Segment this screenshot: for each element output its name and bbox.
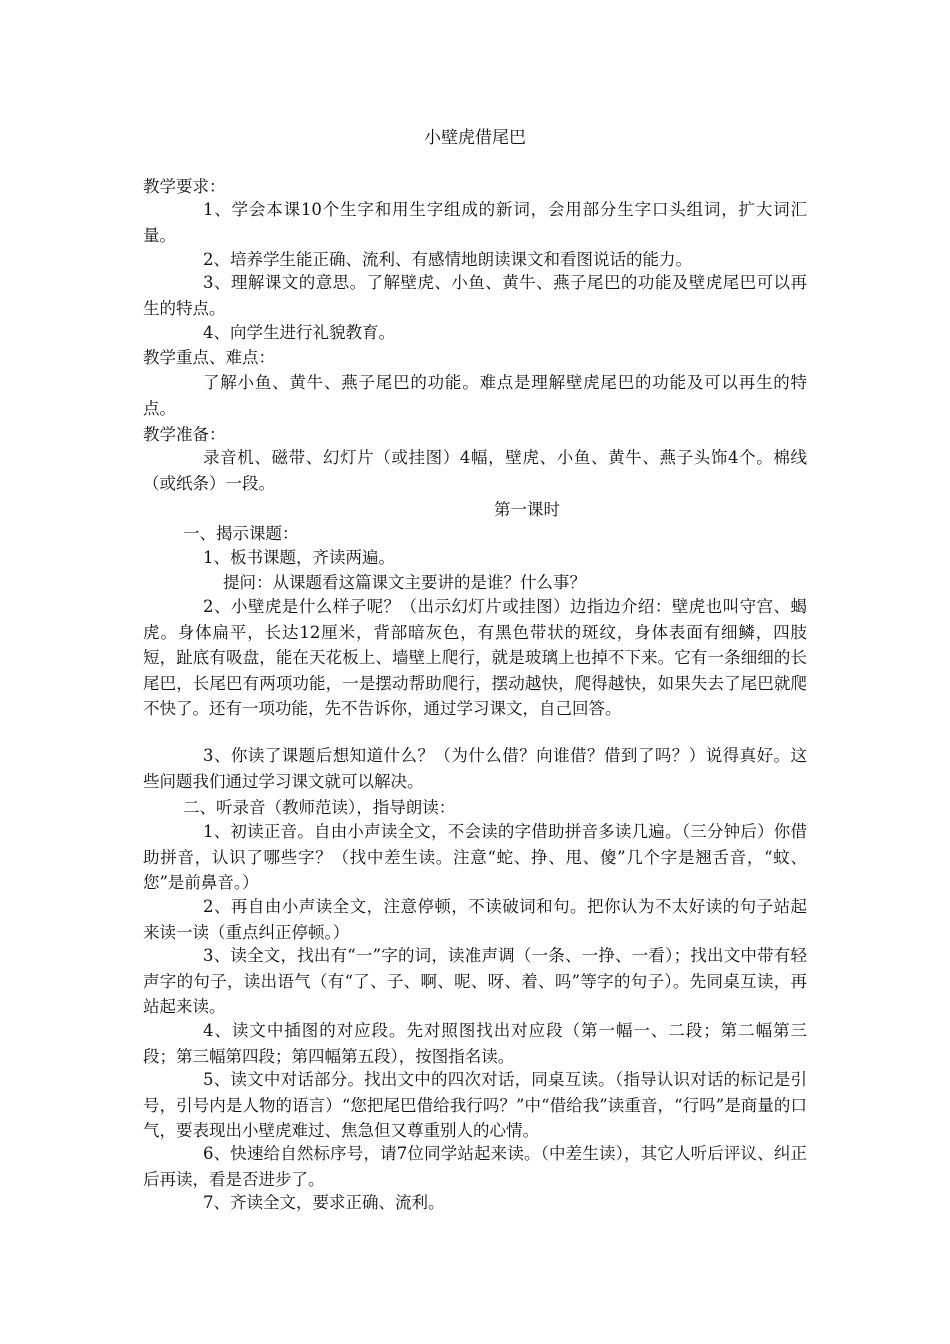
section-1-heading: 一、揭示课题：: [183, 524, 299, 543]
requirement-1: 1、学会本课10个生字和用生字组成的新词，会用部分生字口头组词，扩大词汇量。: [143, 200, 807, 245]
preparation-heading: 教学准备：: [143, 425, 226, 444]
section-2-item-3: 3、读全文，找出有“一”字的词，读准声调（一条、一挣、一看）；找出文中带有轻声字的句子，读出语气（有“了、子、啊、呢、呀、着、吗”等字的句子）。先同桌互读，再站起来读。: [143, 946, 807, 1016]
section-1-item-2: 2、小壁虎是什么样子呢？（出示幻灯片或挂图）边指边介绍：壁虎也叫守宫、蝎虎。身体扁平，长达12厘米，背部暗灰色，有黑色带状的斑纹，身体表面有细鳞，四肢短，趾底有吸盘，能在天花板上、墙壁上爬行，就是玻璃上也掉不下来。它有一条细细的长尾巴，长尾巴有两项功能，一是摆动帮助爬行，摆动越快，爬得越快，如果失去了尾巴就爬不快了。还有一项功能，先不告诉你，通过学习课文，自己回答。: [143, 597, 807, 718]
keypoints-text: 了解小鱼、黄牛、燕子尾巴的功能。难点是理解壁虎尾巴的功能及可以再生的特点。: [143, 373, 807, 418]
requirement-3: 3、理解课文的意思。了解壁虎、小鱼、黄牛、燕子尾巴的功能及壁虎尾巴可以再生的特点。: [143, 273, 807, 318]
section-2-item-2: 2、再自由小声读全文，注意停顿，不读破词和句。把你认为不太好读的句子站起来读一读（重点纠正停顿。）: [143, 897, 807, 942]
section-2-item-5: 5、读文中对话部分。找出文中的四次对话，同桌互读。（指导认识对话的标记是引号，引号内是人物的语言）“您把尾巴借给我行吗？”中“借给我”读重音，“行吗”是商量的口气，要表现出小壁虎难过、焦急但又尊重别人的心情。: [143, 1070, 807, 1140]
keypoints-heading: 教学重点、难点：: [143, 348, 275, 367]
lesson-title: 第一课时: [494, 500, 560, 519]
requirement-2: 2、培养学生能正确、流利、有感情地朗读课文和看图说话的能力。: [203, 250, 692, 269]
section-1-item-1: 1、板书课题，齐读两遍。: [203, 548, 395, 567]
section-1-question: 提问：从课题看这篇课文主要讲的是谁？什么事？: [223, 573, 586, 592]
section-2-item-1: 1、初读正音。自由小声读全文，不会读的字借助拼音多读几遍。（三分钟后）你借助拼音，认识了哪些字？（找中差生读。注意“蛇、挣、甩、傻”几个字是翘舌音，“蚊、您”是前鼻音。）: [143, 822, 807, 892]
section-2-item-7: 7、齐读全文，要求正确、流利。: [203, 1193, 445, 1212]
requirement-4: 4、向学生进行礼貌教育。: [203, 323, 395, 342]
section-2-heading: 二、听录音（教师范读），指导朗读：: [183, 798, 456, 817]
section-1-item-3: 3、你读了课题后想知道什么？（为什么借？向谁借？借到了吗？）说得真好。这些问题我们通过学习课文就可以解决。: [143, 746, 807, 791]
requirements-heading: 教学要求：: [143, 177, 226, 196]
section-2-item-6: 6、快速给自然标序号，请7位同学站起来读。（中差生读），其它人听后评议、纠正后再读，看是否进步了。: [143, 1144, 807, 1189]
section-2-item-4: 4、读文中插图的对应段。先对照图找出对应段（第一幅一、二段；第二幅第三段；第三幅第四段；第四幅第五段），按图指名读。: [143, 1021, 807, 1066]
preparation-text: 录音机、磁带、幻灯片（或挂图）4幅，壁虎、小鱼、黄牛、燕子头饰4个。棉线（或纸条）一段。: [143, 448, 807, 493]
document-title: 小壁虎借尾巴: [424, 128, 526, 148]
